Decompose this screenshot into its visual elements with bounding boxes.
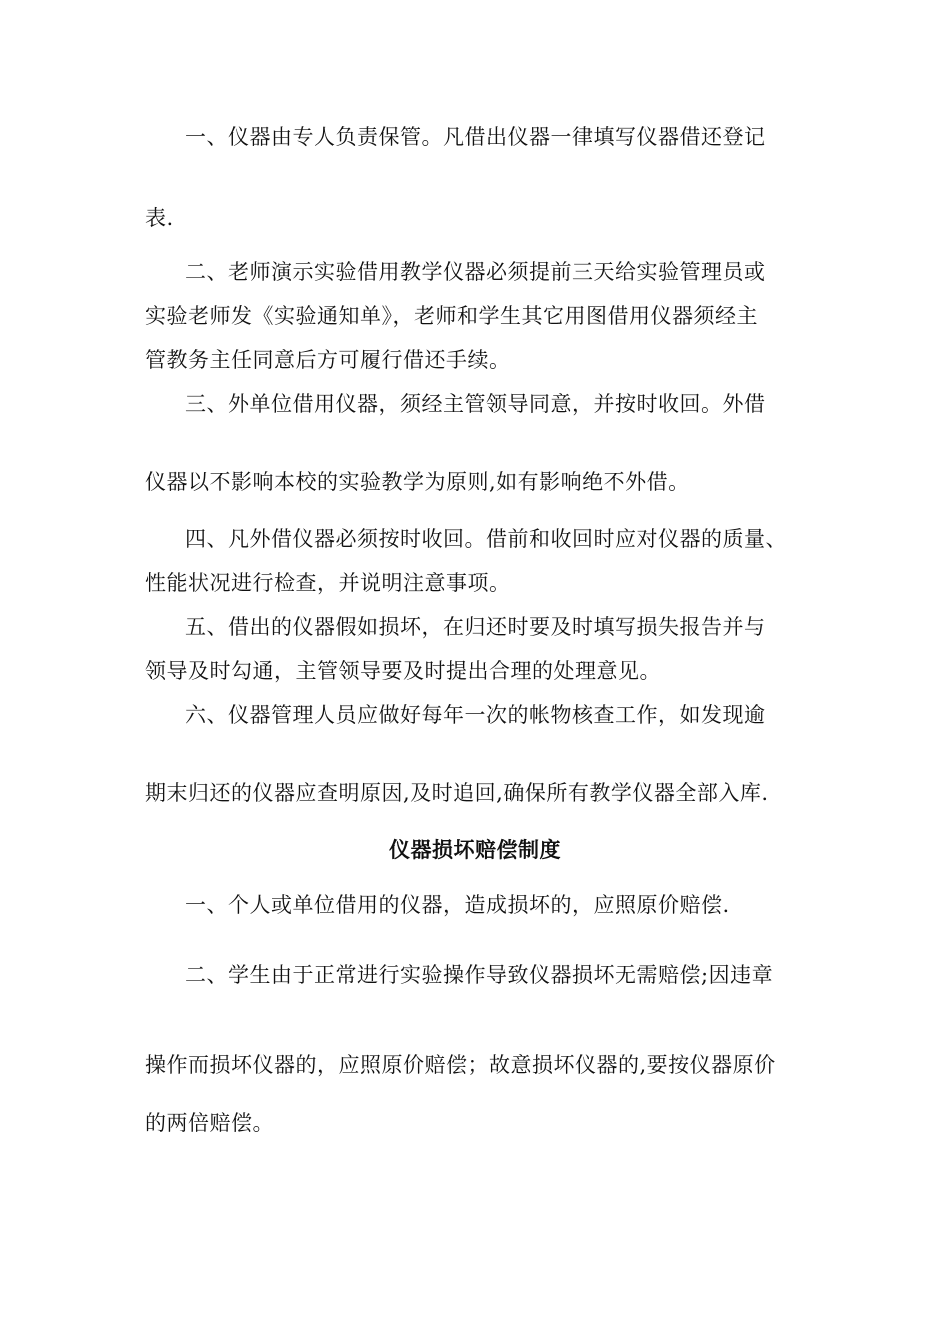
rule-4-line-1: 四、凡外借仪器必须按时收回。借前和收回时应对仪器的质量、 <box>185 527 787 551</box>
rule-2-line-2: 实验老师发《实验通知单》，老师和学生其它用图借用仪器须经主 <box>145 304 758 328</box>
rule-1-line-1: 一、仪器由专人负责保管。凡借出仪器一律填写仪器借还登记 <box>185 125 766 149</box>
rule-6-line-2: 期末归还的仪器应查明原因,及时追回,确保所有教学仪器全部入库. <box>145 781 769 805</box>
compensation-rule-1-line-1: 一、个人或单位借用的仪器，造成损坏的，应照原价赔偿. <box>185 893 730 917</box>
rule-5-line-2: 领导及时勾通，主管领导要及时提出合理的处理意见。 <box>145 659 661 683</box>
rule-4-line-2: 性能状况进行检查，并说明注意事项。 <box>145 571 511 595</box>
rule-1-line-2: 表. <box>145 206 174 230</box>
rule-6-line-1: 六、仪器管理人员应做好每年一次的帐物核查工作，如发现逾 <box>185 703 766 727</box>
section-title: 仪器损坏赔偿制度 <box>389 837 561 862</box>
compensation-rule-2-line-2: 操作而损坏仪器的，应照原价赔偿；故意损坏仪器的,要按仪器原价 <box>145 1053 776 1077</box>
rule-3-line-2: 仪器以不影响本校的实验教学为原则,如有影响绝不外借。 <box>145 470 690 494</box>
rule-2-line-3: 管教务主任同意后方可履行借还手续。 <box>145 348 511 372</box>
rule-5-line-1: 五、借出的仪器假如损坏，在归还时要及时填写损失报告并与 <box>185 615 766 639</box>
compensation-rule-2-line-1: 二、学生由于正常进行实验操作导致仪器损坏无需赔偿;因违章 <box>185 963 774 987</box>
rule-3-line-1: 三、外单位借用仪器，须经主管领导同意，并按时收回。外借 <box>185 392 766 416</box>
rule-2-line-1: 二、老师演示实验借用教学仪器必须提前三天给实验管理员或 <box>185 260 766 284</box>
compensation-rule-2-line-3: 的两倍赔偿。 <box>145 1111 274 1135</box>
